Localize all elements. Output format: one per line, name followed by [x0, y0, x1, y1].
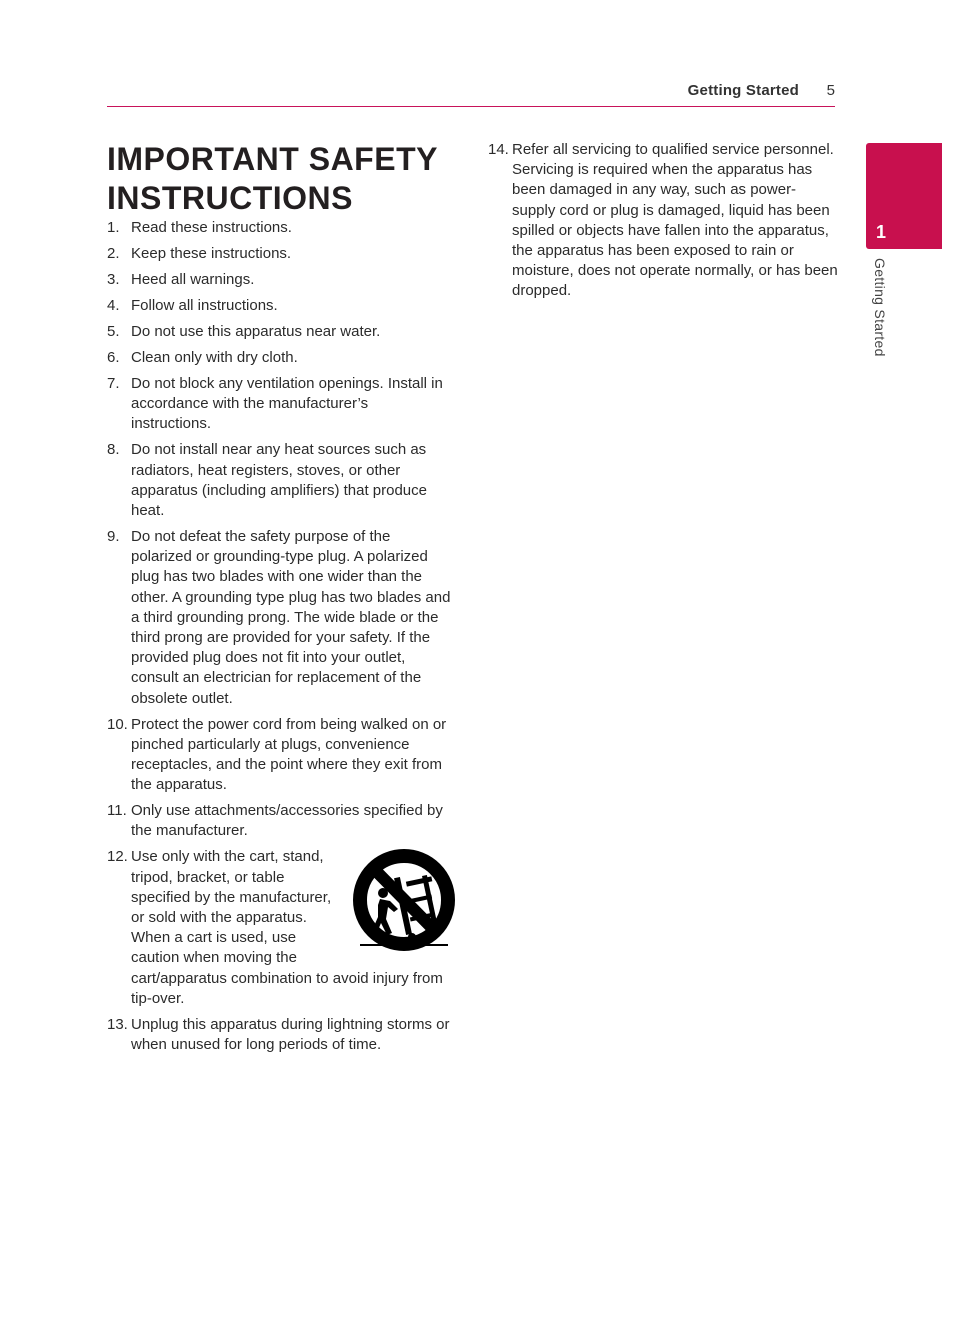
item-number: 14. [488, 141, 509, 158]
item-number: 8. [107, 441, 120, 459]
item-text: Keep these instructions. [131, 245, 292, 262]
list-item [107, 801, 452, 841]
chapter-label-text: Getting Started [872, 258, 888, 357]
item-number: 10. [107, 715, 128, 733]
item-number: 3. [107, 271, 120, 288]
list-item [107, 374, 452, 435]
list-item [107, 322, 452, 342]
item-number: 13. [107, 1015, 128, 1033]
item-number: 2. [107, 245, 120, 262]
item-number: 5. [107, 323, 120, 340]
item-text: Unplug this apparatus during lightning storms or when unused for long periods of time. [131, 1015, 450, 1054]
list-item [107, 244, 452, 264]
page-header [107, 80, 835, 107]
list-item [488, 140, 838, 302]
item-text: Read these instructions. [131, 219, 292, 236]
item-number: 4. [107, 297, 120, 314]
list-item [107, 440, 452, 521]
list-item [107, 1015, 452, 1055]
list-item [107, 348, 452, 368]
item-text: Protect the power cord from being walked on or pinched particularly at plugs, convenience receptacles, and the point where they exit from the apparatus. [131, 715, 447, 794]
cart-tip-over-warning-icon [350, 849, 458, 955]
item-text: Use only with the cart, stand, tripod, bracket, or table specified by the manufacturer, or sold with the apparatus. When a cart is used, use caution when moving the cart/apparatus combination to avoid injury from tip-over. [131, 848, 443, 1007]
item-text: Do not use this apparatus near water. [131, 323, 381, 340]
item-text: Only use attachments/accessories specified by the manufacturer. [131, 802, 443, 840]
chapter-side-label [872, 258, 892, 378]
list-item [107, 218, 452, 238]
chapter-tab [866, 143, 942, 249]
page-title: IMPORTANT SAFETY INSTRUCTIONS [107, 141, 438, 216]
instruction-list-right [488, 140, 838, 307]
list-item [107, 296, 452, 316]
item-number: 7. [107, 375, 120, 392]
item-number: 9. [107, 528, 120, 546]
item-text: Do not block any ventilation openings. Install in accordance with the manufacturer’s instructions. [131, 375, 443, 433]
item-text: Clean only with dry cloth. [131, 349, 298, 366]
item-text: Do not install near any heat sources such as radiators, heat registers, stoves, or other apparatus (including amplifiers) that produce heat. [131, 441, 427, 520]
list-item [107, 270, 452, 290]
item-text: Heed all warnings. [131, 271, 255, 288]
item-number: 6. [107, 349, 120, 366]
list-item [107, 847, 452, 1009]
item-text: Follow all instructions. [131, 297, 278, 314]
list-item [107, 715, 452, 796]
item-text: Do not defeat the safety purpose of the polarized or grounding-type plug. A polarized plug has two blades with one wider than the other. A grounding type plug has two blades and a third grounding prong. The wide blade or the third prong are provided for your safety. If the provided plug does not fit into your outlet, consult an electrician for replacement of the obsolete outlet. [131, 528, 451, 707]
item-text: Refer all servicing to qualified service personnel. Servicing is required when the apparatus has been damaged in any way, such as power-supply cord or plug is damaged, liquid has been spilled or objects have fallen into the apparatus, the apparatus has been exposed to rain or moisture, does not operate normally, or has been dropped. [512, 141, 838, 300]
item-number: 1. [107, 219, 120, 236]
page-number: 5 [826, 82, 835, 99]
instruction-list-left [107, 218, 452, 1061]
item-number: 12. [107, 848, 128, 866]
item-number: 11. [107, 802, 127, 820]
header-section-title: Getting Started [687, 82, 799, 99]
list-item [107, 527, 452, 709]
chapter-number: 1 [876, 222, 887, 242]
